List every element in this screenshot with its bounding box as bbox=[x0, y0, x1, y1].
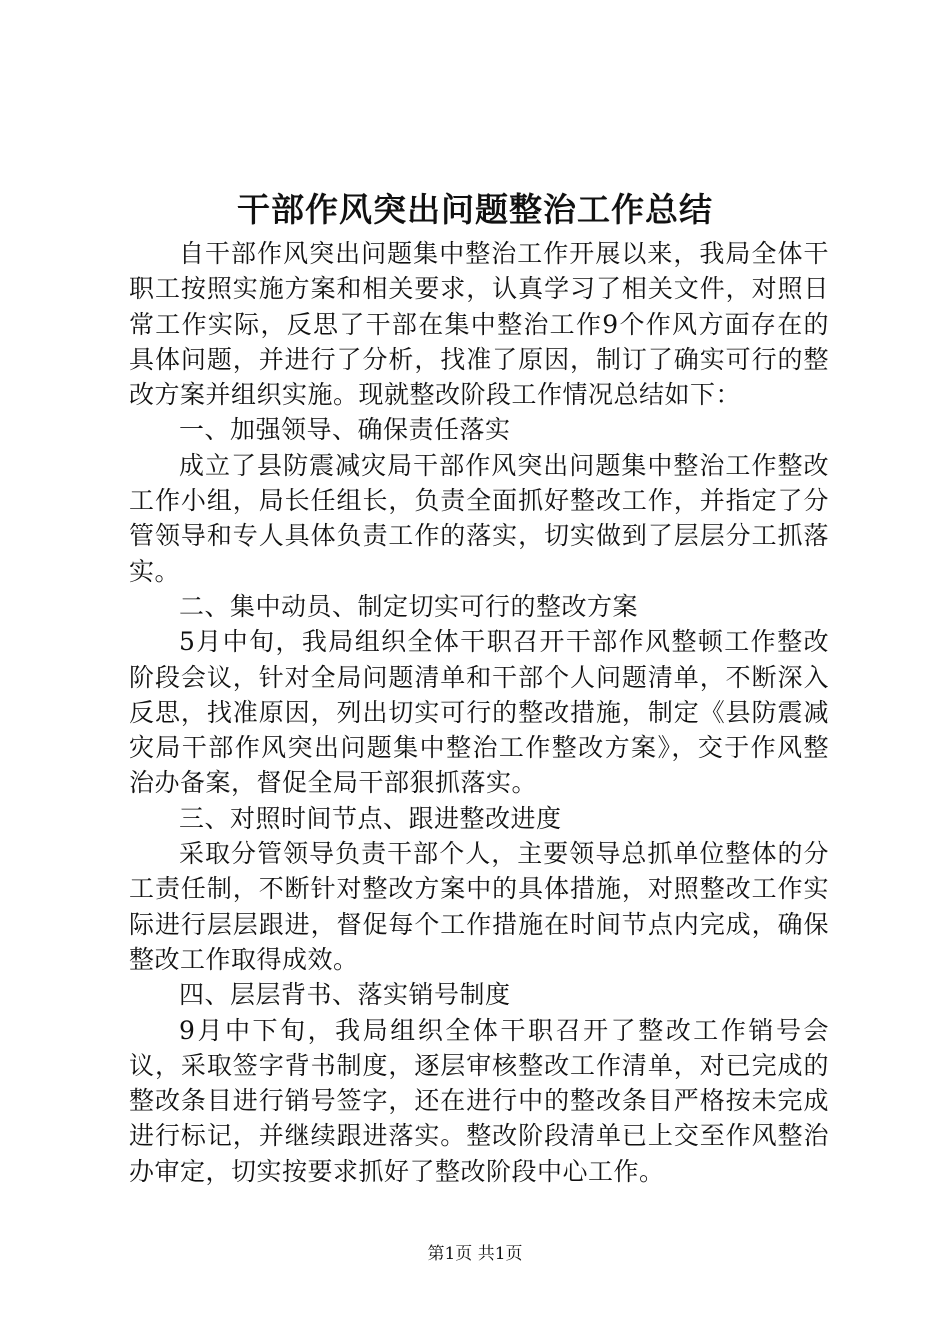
paragraph-section-3: 采取分管领导负责干部个人，主要领导总抓单位整体的分工责任制，不断针对整改方案中的具体措施，对照整改工作实际进行层层跟进，督促每个工作措施在时间节点内完成，确保整改工作取得成效。 bbox=[129, 839, 829, 974]
page-footer: 第1页 共1页 bbox=[427, 1244, 523, 1264]
document-body bbox=[129, 236, 829, 1189]
paragraph-section-2: 5月中旬，我局组织全体干职召开干部作风整顿工作整改阶段会议，针对全局问题清单和干部个人问题清单，不断深入反思，找准原因，列出切实可行的整改措施，制定《县防震减灾局干部作风突出问题集中整治工作整改方案》，交于作风整治办备案，督促全局干部狠抓落实。 bbox=[129, 627, 829, 798]
section-heading-1: 一、加强领导、确保责任落实 bbox=[179, 415, 511, 445]
paragraph-intro: 自干部作风突出问题集中整治工作开展以来，我局全体干职工按照实施方案和相关要求，认真学习了相关文件，对照日常工作实际，反思了干部在集中整治工作9个作风方面存在的具体问题，并进行了分析，找准了原因，制订了确实可行的整改方案并组织实施。现就整改阶段工作情况总结如下： bbox=[129, 239, 829, 410]
section-heading-3: 三、对照时间节点、跟进整改进度 bbox=[179, 803, 562, 833]
paragraph-section-1: 成立了县防震减灾局干部作风突出问题集中整治工作整改工作小组，局长任组长，负责全面抓好整改工作，并指定了分管领导和专人具体负责工作的落实，切实做到了层层分工抓落实。 bbox=[129, 450, 829, 586]
section-heading-4: 四、层层背书、落实销号制度 bbox=[179, 980, 511, 1010]
document-title: 干部作风突出问题整治工作总结 bbox=[237, 190, 713, 229]
paragraph-section-4: 9月中下旬，我局组织全体干职召开了整改工作销号会议，采取签字背书制度，逐层审核整改工作清单，对已完成的整改条目进行销号签字，还在进行中的整改条目严格按未完成进行标记，并继续跟进落实。整改阶段清单已上交至作风整治办审定，切实按要求抓好了整改阶段中心工作。 bbox=[129, 1015, 829, 1186]
section-heading-2: 二、集中动员、制定切实可行的整改方案 bbox=[179, 591, 639, 621]
